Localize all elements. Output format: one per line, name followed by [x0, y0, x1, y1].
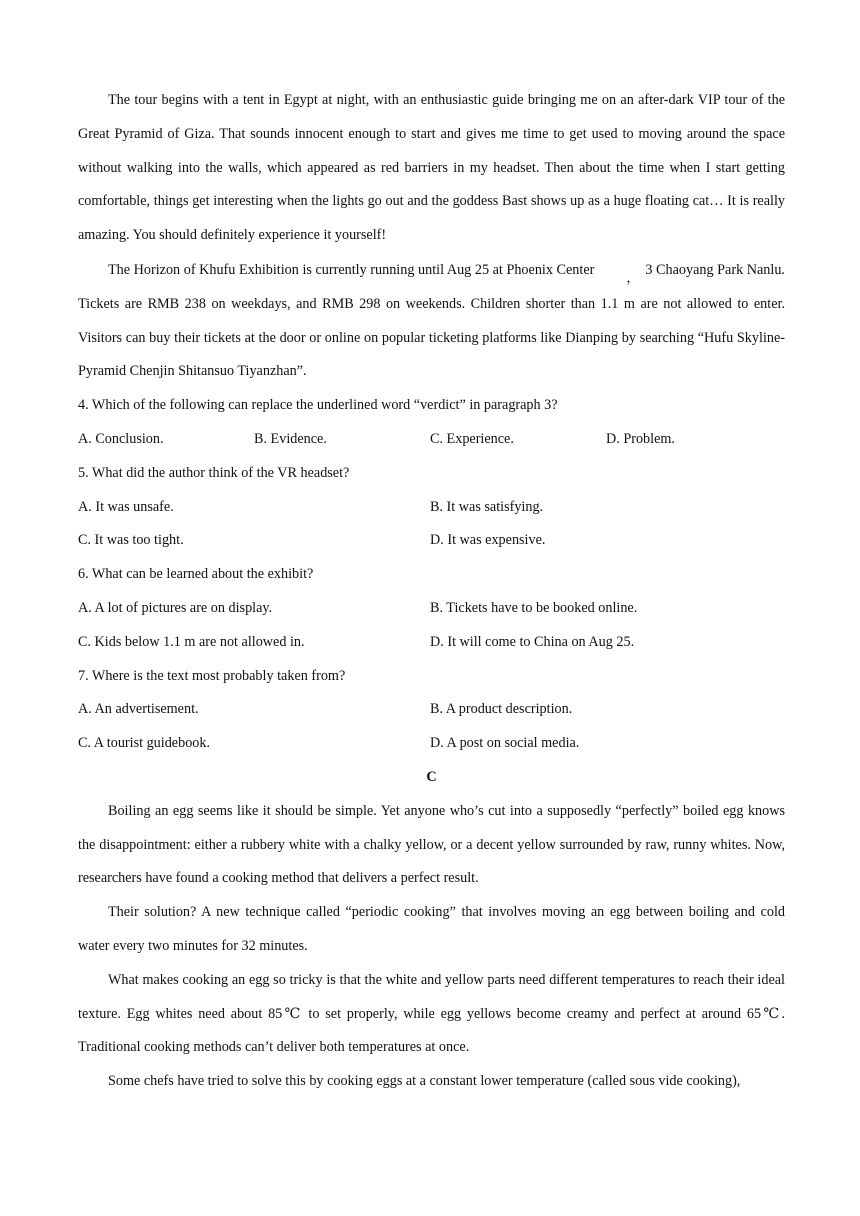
- passage-paragraph: Their solution? A new technique called “periodic cooking” that involves moving an egg between boiling and cold water every two minutes for 32 minutes.: [78, 904, 785, 954]
- comma-mark: ，: [626, 269, 640, 285]
- option-d: D. Problem.: [606, 430, 675, 447]
- question-options: [78, 693, 785, 727]
- passage-paragraph: Boiling an egg seems like it should be simple. Yet anyone who’s cut into a supposedly “perfectly” boiled egg knows the disappointment: either a rubbery white with a chalky yellow, or a decent yellow surrounded by raw, runny whites. Now, researchers have found a cooking method that delivers a perfect result.: [78, 802, 785, 887]
- option-c: C. It was too tight.: [78, 532, 184, 549]
- question-options: [78, 491, 785, 525]
- option-a: A. Conclusion.: [78, 430, 164, 447]
- question-options: [78, 727, 785, 761]
- option-c: C. Kids below 1.1 m are not allowed in.: [78, 633, 305, 650]
- option-b: B. Evidence.: [254, 430, 327, 447]
- option-d: D. It will come to China on Aug 25.: [430, 633, 635, 650]
- passage-paragraph: Some chefs have tried to solve this by cooking eggs at a constant lower temperature (called sous vide cooking),: [108, 1073, 741, 1090]
- document-page: [78, 84, 785, 1099]
- question-stem: 5. What did the author think of the VR headset?: [78, 464, 350, 481]
- option-b: B. A product description.: [430, 701, 573, 718]
- question-stem: 6. What can be learned about the exhibit?: [78, 566, 314, 583]
- passage-paragraph: The tour begins with a tent in Egypt at night, with an enthusiastic guide bringing me on an after-dark VIP tour of the Great Pyramid of Giza. That sounds innocent enough to start and gives me time to get used to moving around the space without walking into the walls, which appeared as red barriers in my headset. Then about the time when I start getting comfortable, things get interesting when the lights go out and the goddess Bast shows up as a huge floating cat… It is really amazing. You should definitely experience it yourself!: [78, 92, 785, 244]
- option-c: C. A tourist guidebook.: [78, 735, 211, 752]
- option-a: A. An advertisement.: [78, 701, 199, 718]
- passage-paragraph: What makes cooking an egg so tricky is that the white and yellow parts need different temperatures to reach their ideal texture. Egg whites need about 85℃ to set properly, while egg yellows become creamy and perfect at around 65℃. Traditional cooking methods can’t deliver both temperatures at once.: [78, 971, 785, 1056]
- question-options: [78, 524, 785, 558]
- passage-paragraph: [78, 253, 785, 389]
- option-a: A. It was unsafe.: [78, 498, 174, 515]
- option-d: D. A post on social media.: [430, 735, 580, 752]
- question-stem: 4. Which of the following can replace the underlined word “verdict” in paragraph 3?: [78, 397, 558, 414]
- option-a: A. A lot of pictures are on display.: [78, 599, 273, 616]
- option-c: C. Experience.: [430, 430, 514, 447]
- exhibition-info-text-continued: 3 Chaoyang Park Nanlu. Tickets are RMB 238 on weekdays, and RMB 298 on weekends. Children shorter than 1.1 m are not allowed to enter. Visitors can buy their tickets at the door or online on popular ticketing platforms like Dianping by searching “Hufu Skyline-Pyramid Chenjin Shitansuo Tiyanzhan”.: [78, 261, 785, 380]
- option-b: B. Tickets have to be booked online.: [430, 599, 638, 616]
- question-options: [78, 592, 785, 626]
- section-title: C: [426, 768, 437, 785]
- option-d: D. It was expensive.: [430, 532, 546, 549]
- option-b: B. It was satisfying.: [430, 498, 544, 515]
- question-options: [78, 626, 785, 660]
- question-stem: 7. Where is the text most probably taken from?: [78, 667, 346, 684]
- question-options: [78, 423, 785, 457]
- exhibition-info-text: The Horizon of Khufu Exhibition is currently running until Aug 25 at Phoenix Center: [108, 261, 595, 278]
